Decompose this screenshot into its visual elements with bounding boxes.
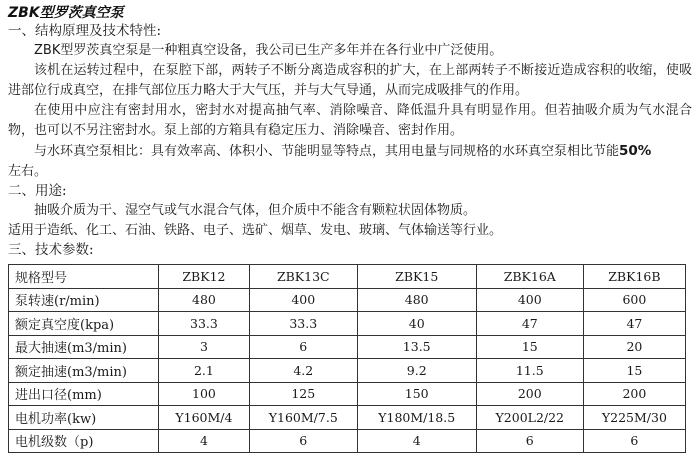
table-cell: 6 — [583, 429, 685, 453]
table-row — [9, 359, 686, 383]
section-1-paragraph-1: 该机在运转过程中，在泵腔下部，两转子不断分离造成容积的扩大，在上部两转子不断接近造成容积的收缩，使吸进部位行成真空，在排气部位压力略大于大气压，并与大气导通，从而完成吸排气的作用。 — [8, 63, 692, 98]
row-label-cell: 进出口径(mm) — [9, 382, 159, 406]
table-cell: ZBK15 — [357, 265, 476, 289]
section-1-paragraph-2: 在使用中应注有密封用水，密封水对提高抽气率、消除噪音、降低温升具有明显作用。但若抽吸介质为气水混合物，也可以不另注密封水。泵上部的方箱具有稳定压力、消除噪音、密封作用。 — [8, 103, 692, 138]
row-label-cell: 电机级数（p) — [9, 429, 159, 453]
table-cell: 125 — [249, 382, 357, 406]
table-cell: Y160M/7.5 — [249, 406, 357, 430]
section-3-heading: 三、技术参数: — [8, 242, 94, 258]
row-label-cell: 电机功率(kw) — [9, 406, 159, 430]
table-cell: 2.1 — [159, 359, 250, 383]
table-cell: 13.5 — [357, 335, 476, 359]
row-label-cell: 额定真空度(kpa) — [9, 312, 159, 336]
row-label-cell: 最大抽速(m3/min) — [9, 335, 159, 359]
row-label-cell: 额定抽速(m3/min) — [9, 359, 159, 383]
table-cell: ZBK12 — [159, 265, 250, 289]
table-cell: 6 — [249, 335, 357, 359]
section-2-paragraph-2: 适用于造纸、化工、石油、铁路、电子、选矿、烟草、发电、玻璃、气体输送等行业。 — [8, 223, 503, 238]
table-cell: 11.5 — [476, 359, 583, 383]
table-cell: 15 — [476, 335, 583, 359]
table-cell: 200 — [583, 382, 685, 406]
table-cell: ZBK16A — [476, 265, 583, 289]
paragraph-3-tail: 左右。 — [8, 164, 48, 179]
paragraph-3-text: 与水环真空泵相比：具有效率高、体积小、节能明显等特点，其用电量与同规格的水环真空泵相比节能 — [34, 144, 620, 159]
section-2-heading: 二、用途: — [8, 183, 67, 199]
section-1-paragraph-3 — [8, 141, 692, 182]
section-1-heading: 一、结构原理及技术特性: — [8, 23, 162, 39]
page-title: ZBK型罗茨真空泵 — [8, 5, 124, 21]
table-cell: 4.2 — [249, 359, 357, 383]
table-cell: 600 — [583, 288, 685, 312]
table-row — [9, 429, 686, 453]
section-2-paragraph-1: 抽吸介质为干、湿空气或气水混合气体，但介质中不能含有颗粒状固体物质。 — [34, 203, 477, 218]
table-cell: Y180M/18.5 — [357, 406, 476, 430]
table-cell: 4 — [357, 429, 476, 453]
table-cell: ZBK16B — [583, 265, 685, 289]
spec-table — [8, 264, 686, 453]
table-cell: 4 — [159, 429, 250, 453]
table-cell: 33.3 — [249, 312, 357, 336]
table-cell: 15 — [583, 359, 685, 383]
table-row — [9, 312, 686, 336]
table-cell: 9.2 — [357, 359, 476, 383]
table-cell: 480 — [159, 288, 250, 312]
table-cell: 6 — [249, 429, 357, 453]
table-cell: 200 — [476, 382, 583, 406]
table-cell: 33.3 — [159, 312, 250, 336]
table-cell: ZBK13C — [249, 265, 357, 289]
row-label-cell: 泵转速(r/min) — [9, 288, 159, 312]
section-1-intro: ZBK型罗茨真空泵是一种粗真空设备，我公司已生产多年并在各行业中广泛使用。 — [34, 43, 503, 58]
table-cell: 20 — [583, 335, 685, 359]
table-cell: 47 — [476, 312, 583, 336]
table-row — [9, 382, 686, 406]
table-cell: 150 — [357, 382, 476, 406]
row-label-cell: 规格型号 — [9, 265, 159, 289]
table-cell: 400 — [249, 288, 357, 312]
table-cell: 3 — [159, 335, 250, 359]
table-cell: 480 — [357, 288, 476, 312]
table-cell: Y200L2/22 — [476, 406, 583, 430]
table-row — [9, 335, 686, 359]
table-cell: 40 — [357, 312, 476, 336]
table-row — [9, 406, 686, 430]
table-row — [9, 288, 686, 312]
table-header-row — [9, 265, 686, 289]
table-cell: Y225M/30 — [583, 406, 685, 430]
table-cell: 47 — [583, 312, 685, 336]
table-cell: 400 — [476, 288, 583, 312]
table-cell: 6 — [476, 429, 583, 453]
energy-saving-percent: 50% — [619, 143, 652, 159]
table-cell: 100 — [159, 382, 250, 406]
table-cell: Y160M/4 — [159, 406, 250, 430]
